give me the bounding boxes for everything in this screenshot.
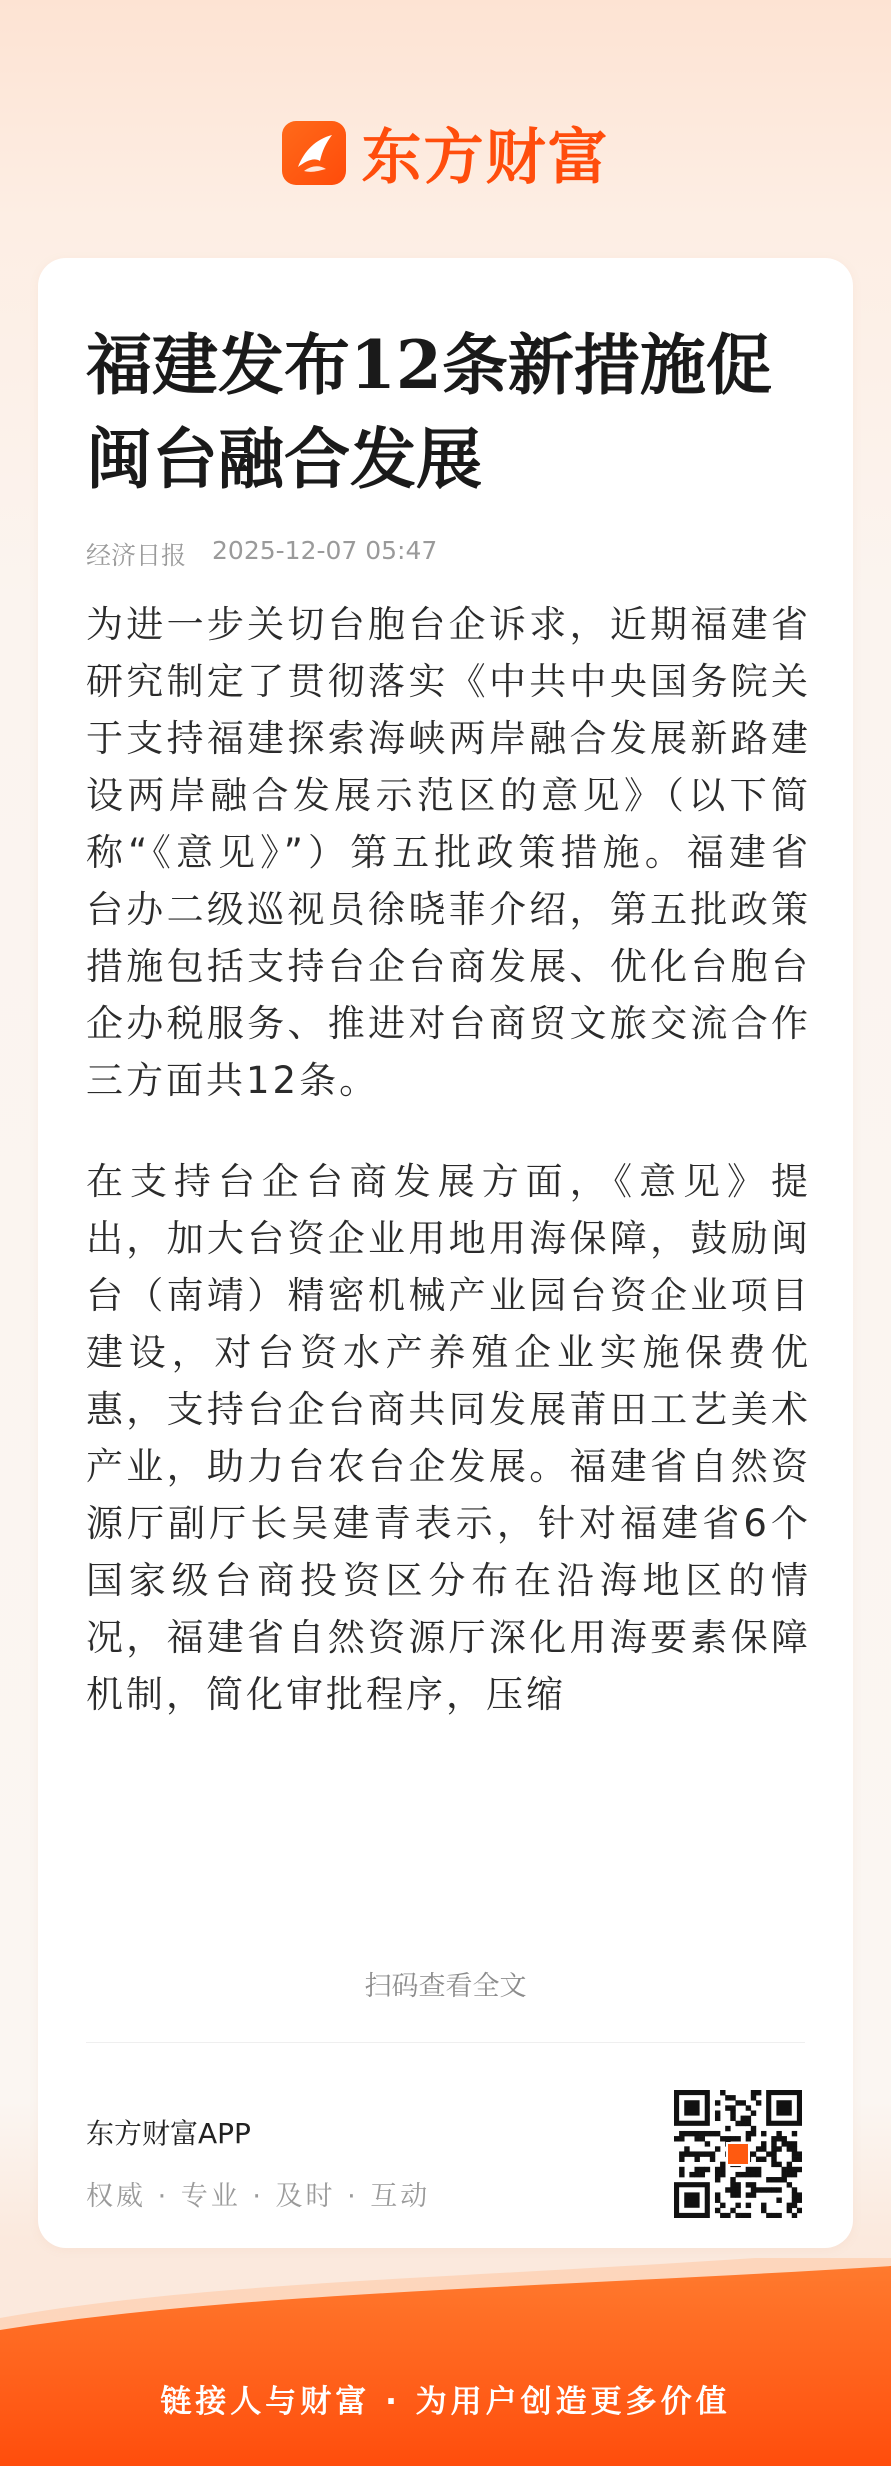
article-paragraph: 为进一步关切台胞台企诉求，近期福建省研究制定了贯彻落实《中共中央国务院关于支持福建探索海峡两岸融合发展新路建设两岸融合发展示范区的意见》（以下简称“《意见》”）第五批政策措施。福建省台办二级巡视员徐晓菲介绍，第五批政策措施包括支持台企台商发展、优化台胞台企办税服务、推进对台商贸文旅交流合作三方面共12条。 (86, 603, 811, 1102)
app-name: 东方财富APP (86, 2117, 251, 2150)
app-slogan: 权威 · 专业 · 及时 · 互动 (86, 2181, 431, 2212)
brand-name: 东方财富 (361, 123, 610, 193)
footer-banner (0, 2258, 891, 2466)
brand-header (0, 0, 891, 250)
article-title: 福建发布12条新措施促闽台融合发展 (86, 326, 772, 498)
east-money-logo-icon (282, 121, 346, 185)
article-body (86, 596, 811, 1904)
brand-logo (282, 110, 610, 196)
content-fade-overlay (38, 1738, 853, 1908)
read-more-hint: 扫码查看全文 (364, 1971, 527, 2002)
divider (86, 2042, 805, 2043)
footer-wave (0, 2258, 891, 2466)
article-meta (86, 536, 437, 572)
article-datetime: 2025-12-07 05:47 (212, 536, 438, 565)
article-source: 经济日报 (86, 541, 187, 570)
qr-code-icon[interactable] (674, 2090, 802, 2218)
footer-tagline: 链接人与财富 · 为用户创造更多价值 (160, 2384, 731, 2420)
article-card (38, 258, 853, 2248)
article-paragraph: 在支持台企台商发展方面，《意见》提出，加大台资企业用地用海保障，鼓励闽台（南靖）精密机械产业园台资企业项目建设，对台资水产养殖企业实施保费优惠，支持台企台商共同发展莆田工艺美术产业，助力台农台企发展。福建省自然资源厅副厅长吴建青表示，针对福建省6个国家级台商投资区分布在沿海地区的情况，福建省自然资源厅深化用海要素保障机制，简化审批程序，压缩 (86, 1160, 811, 1716)
